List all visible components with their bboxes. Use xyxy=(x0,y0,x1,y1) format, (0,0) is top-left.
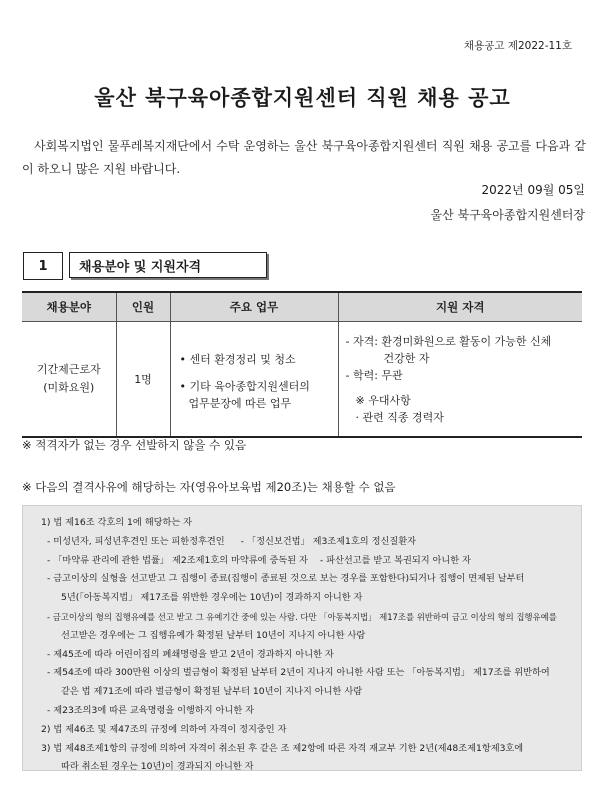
section-title: 채용분야 및 지원자격 xyxy=(69,252,267,278)
table-row xyxy=(22,322,582,438)
preference-title: ※ 우대사항 xyxy=(355,393,411,407)
page-title: 울산 북구육아종합지원센터 직원 채용 공고 xyxy=(94,86,511,110)
list-text: - 「정신보건법」 제3조제1호의 정신질환자 xyxy=(240,535,416,547)
section-number: 1 xyxy=(23,252,63,280)
note-disqualification: ※ 다음의 결격사유에 해당하는 자(영유아보육법 제20조)는 채용할 수 없음 xyxy=(22,480,396,494)
header-duties: 주요 업무 xyxy=(170,292,338,322)
list-text: - 파산선고를 받고 복권되지 아니한 자 xyxy=(319,554,471,566)
qualification-line: - 학력: 무관 xyxy=(345,368,403,382)
notice-date: 2022년 09월 05일 xyxy=(481,183,585,197)
header-count: 인원 xyxy=(116,292,170,322)
qualification-line: - 자격: 환경미화원으로 활동이 가능한 신체 xyxy=(345,334,552,348)
header-qualifications: 지원 자격 xyxy=(338,292,582,322)
list-item xyxy=(33,533,571,552)
list-text: - 미성년자, 피성년후견인 또는 피한정후견인 xyxy=(47,535,225,547)
list-item: 따라 취소된 경우는 10년)이 경과되지 아니한 자 xyxy=(61,761,254,773)
list-item: 2) 법 제46조 및 제47조의 규정에 의하여 자격이 정지중인 자 xyxy=(41,723,287,735)
organization-name: 울산 북구육아종합지원센터장 xyxy=(430,208,585,222)
list-item: 같은 법 제71조에 따라 벌금형이 확정된 날부터 10년이 지나지 아니한 사람 xyxy=(61,686,363,698)
list-item: - 제23조의3에 따른 교육명령을 이행하지 아니한 자 xyxy=(47,704,255,716)
table-header-row xyxy=(22,292,582,322)
qualifications-cell xyxy=(338,322,582,438)
duty-line: 업무분장에 따른 업무 xyxy=(188,396,292,410)
field-cell xyxy=(22,322,116,438)
note-no-qualified: ※ 적격자가 없는 경우 선발하지 않을 수 있음 xyxy=(22,438,247,452)
preference-item: · 관련 직종 경력자 xyxy=(355,410,444,424)
duty-item: • 센터 환경정리 및 청소 xyxy=(179,352,296,366)
duty-line: • 기타 육아종합지원센터의 xyxy=(179,379,310,393)
recruitment-table xyxy=(22,291,582,438)
duties-cell xyxy=(170,322,338,438)
intro-paragraph: 사회복지법인 물푸레복지재단에서 수탁 운영하는 울산 북구육아종합지원센터 직원 채용 공고를 다음과 같이 하오니 많은 지원 바랍니다. xyxy=(22,139,586,176)
list-item: - 제45조에 따라 어린이집의 폐쇄명령을 받고 2년이 경과하지 아니한 자 xyxy=(47,648,334,660)
list-item xyxy=(33,552,571,571)
header-field: 채용분야 xyxy=(22,292,116,322)
notice-number: 채용공고 제2022-11호 xyxy=(463,40,572,52)
disqualification-box xyxy=(22,505,582,771)
list-item: 3) 법 제48조제1항의 규정에 의하여 자격이 취소된 후 같은 조 제2항에 따른 자격 재교부 기한 2년(제48조제1항제3호에 xyxy=(41,742,524,754)
list-item: - 금고이상의 형의 집행유예를 선고 받고 그 유예기간 중에 있는 사람. 다만 「아동복지법」 제17조를 위반하여 금고 이상의 형의 집행유예를 xyxy=(47,611,557,622)
list-item: 5년(「아동복지법」 제17조를 위반한 경우에는 10년)이 경과하지 아니한 자 xyxy=(61,592,363,604)
list-item: - 제54조에 따라 300만원 이상의 벌금형이 확정된 날부터 2년이 지나지 아니한 사람 또는 「아동복지법」 제17조를 위반하여 xyxy=(47,667,550,679)
list-text: - 「마약류 관리에 관한 법률」 제2조제1호의 마약류에 중독된 자 xyxy=(47,554,308,566)
count-cell: 1명 xyxy=(116,322,170,438)
duty-item xyxy=(180,378,331,412)
field-name: 기간제근로자 xyxy=(36,363,101,376)
list-item: 1) 법 제16조 각호의 1에 해당하는 자 xyxy=(41,517,192,528)
list-item: - 금고이상의 실형을 선고받고 그 집행이 종료(집행이 종료된 것으로 보는 경우를 포함한다)되거나 집행이 면제된 날부터 xyxy=(47,573,525,585)
list-item: 선고받은 경우에는 그 집행유예가 확정된 날부터 10년이 지나지 아니한 사람 xyxy=(61,629,366,641)
field-role: (미화요원) xyxy=(43,381,95,394)
qualification-line: 건강한 자 xyxy=(383,351,430,365)
